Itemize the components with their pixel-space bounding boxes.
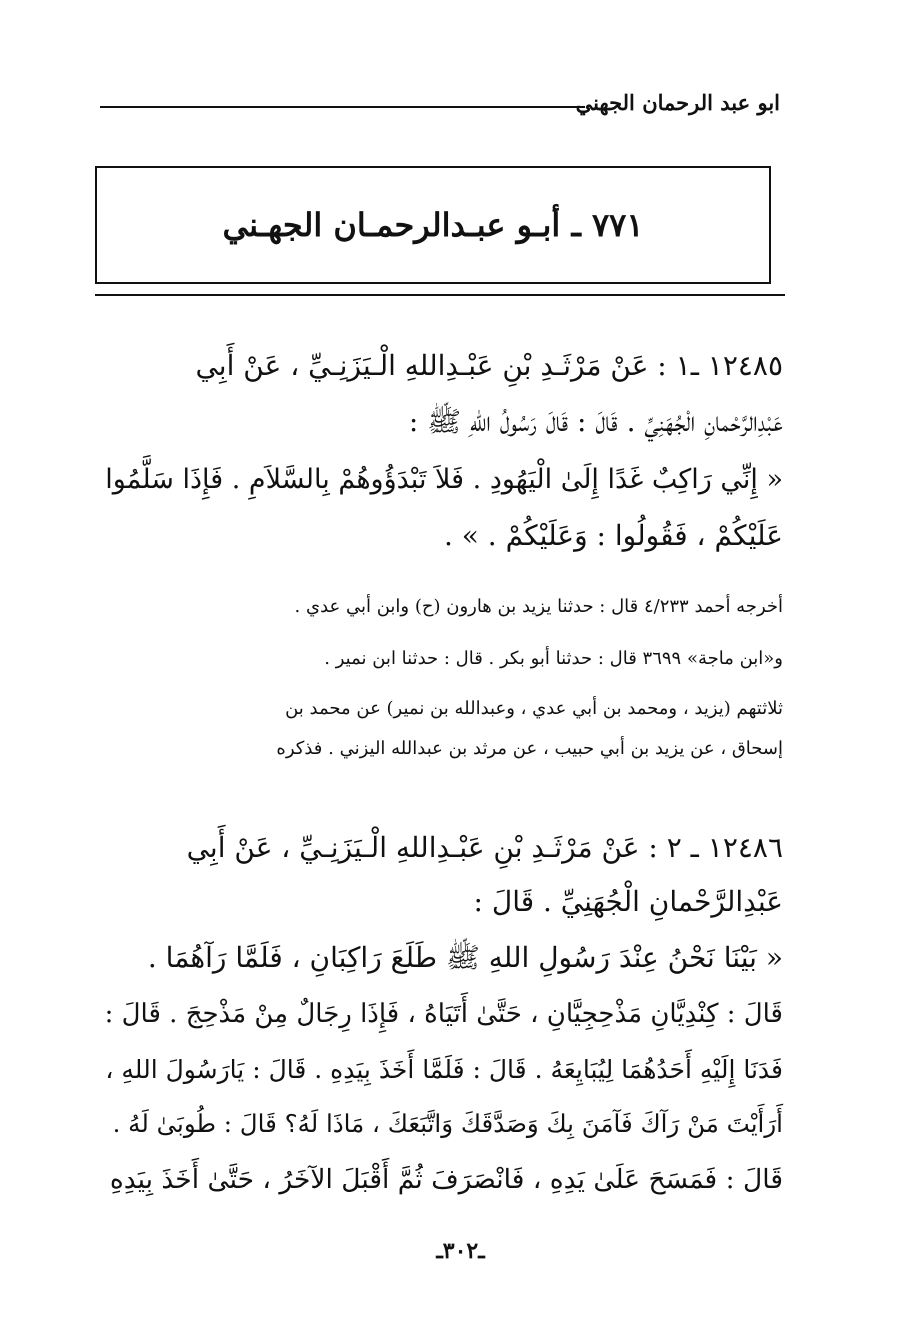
hadith1-line-1: ١٢٤٨٥ ـ١ : عَنْ مَرْثَـدِ بْنِ عَبْـدِاللهِ الْـيَزَنِـيِّ ، عَنْ أَبِي <box>195 349 783 382</box>
heading-underline <box>95 294 785 296</box>
header-rule <box>100 106 585 108</box>
takhrij-line-1: أخرجه أحمد ٤/٢٣٣ قال : حدثنا يزيد بن هارون (ح) وابن أبي عدي . <box>294 596 783 617</box>
hadith2-line-5: فَدَنَا إِلَيْهِ أَحَدُهُمَا لِيُبَايِعَهُ . قَالَ : فَلَمَّا أَخَذَ بِيَدِهِ . قَالَ : يَارَسُولَ اللهِ ، <box>105 1055 783 1084</box>
running-title: ابو عبد الرحمان الجهني <box>575 90 780 115</box>
running-header <box>100 88 780 128</box>
hadith2-line-3: « بَيْنَا نَحْنُ عِنْدَ رَسُولِ اللهِ ﷺ طَلَعَ رَاكِبَانِ ، فَلَمَّا رَآهُمَا . <box>147 941 783 974</box>
chapter-title: ٧٧١ ـ أبـو عبـدالرحمـان الجهـني <box>222 206 644 244</box>
takhrij-line-2: و«ابن ماجة» ٣٦٩٩ قال : حدثنا أبو بكر . قال : حدثنا ابن نمير . <box>324 648 783 669</box>
page-number: ـ٣٠٢ـ <box>436 1238 485 1264</box>
chapter-heading-box <box>95 166 771 284</box>
hadith2-line-2: عَبْدِالرَّحْمانِ الْجُهَنِيِّ . قَالَ : <box>473 885 783 918</box>
hadith1-line-4: عَلَيْكُمْ ، فَقُولُوا : وَعَلَيْكُمْ . » . <box>443 519 783 552</box>
hadith1-line-2: عَبْدِالرَّحْمانِ الْجُهَنِيِّ . قَالَ : قَالَ رَسُولُ اللهِ ﷺ : <box>408 405 783 438</box>
hadith2-line-6: أَرَأَيْتَ مَنْ رَآكَ فَآمَنَ بِكَ وَصَدَّقَكَ وَاتَّبَعَكَ ، مَاذَا لَهُ؟ قَالَ : طُوبَىٰ لَهُ . <box>112 1109 783 1138</box>
hadith2-line-1: ١٢٤٨٦ ـ ٢ : عَنْ مَرْثَـدِ بْنِ عَبْـدِاللهِ الْـيَزَنِـيِّ ، عَنْ أَبِي <box>186 831 783 864</box>
hadith2-line-4: قَالَ : كِنْدِيَّانِ مَذْحِجِيَّانِ ، حَتَّىٰ أَتَيَاهُ ، فَإِذَا رِجَالٌ مِنْ مَذْحِجَ . قَالَ : <box>104 999 783 1029</box>
takhrij-line-3: ثلاثتهم (يزيد ، ومحمد بن أبي عدي ، وعبدالله بن نمير) عن محمد بن <box>285 698 783 719</box>
hadith2-line-7: قَالَ : فَمَسَحَ عَلَىٰ يَدِهِ ، فَانْصَرَفَ ثُمَّ أَقْبَلَ الآخَرُ ، حَتَّىٰ أَخَذَ بِيَدِهِ <box>109 1164 783 1195</box>
takhrij-line-4: إسحاق ، عن يزيد بن أبي حبيب ، عن مرثد بن عبدالله اليزني . فذكره <box>276 738 783 759</box>
hadith1-line-3: « إِنِّي رَاكِبٌ غَدًا إِلَىٰ الْيَهُودِ . فَلاَ تَبْدَؤُوهُمْ بِالسَّلاَمِ . فَإِذَا سَلَّمُوا <box>105 464 783 495</box>
